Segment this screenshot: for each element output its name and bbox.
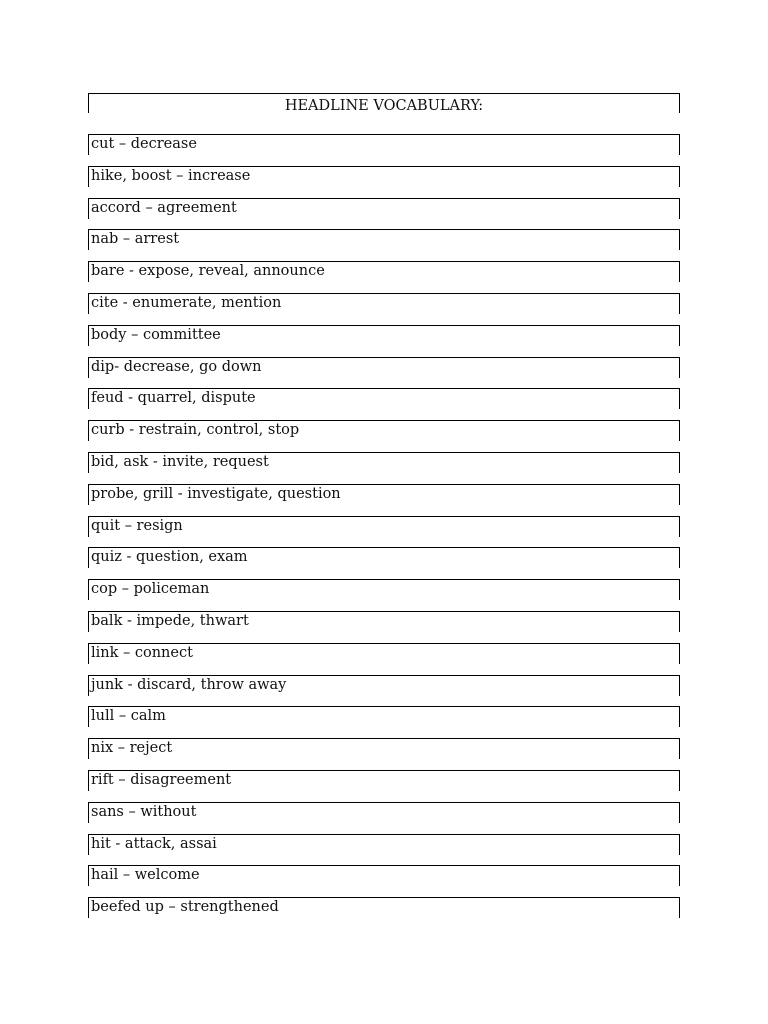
vocabulary-entry: feud - quarrel, dispute	[88, 389, 680, 409]
vocabulary-entry: hail – welcome	[88, 866, 680, 886]
vocabulary-entry: rift – disagreement	[88, 771, 680, 791]
vocabulary-table	[88, 93, 680, 929]
table-row	[88, 579, 680, 611]
table-row	[88, 516, 680, 548]
vocabulary-entry: quiz - question, exam	[88, 548, 680, 568]
vocabulary-entry: cut – decrease	[88, 135, 680, 155]
table-row	[88, 325, 680, 357]
table-row	[88, 166, 680, 198]
vocabulary-entry: accord – agreement	[88, 199, 680, 219]
vocabulary-entry: probe, grill - investigate, question	[88, 485, 680, 505]
vocabulary-entry: nab – arrest	[88, 230, 680, 250]
vocabulary-entry: nix – reject	[88, 739, 680, 759]
vocabulary-rows	[88, 134, 680, 929]
table-row	[88, 675, 680, 707]
table-row	[88, 770, 680, 802]
vocabulary-entry: hike, boost – increase	[88, 167, 680, 187]
vocabulary-entry: lull – calm	[88, 707, 680, 727]
vocabulary-entry: balk - impede, thwart	[88, 612, 680, 632]
vocabulary-entry: junk - discard, throw away	[88, 676, 680, 696]
table-row	[88, 134, 680, 166]
table-row	[88, 611, 680, 643]
table-row	[88, 834, 680, 866]
vocabulary-entry: beefed up – strengthened	[88, 898, 680, 918]
vocabulary-entry: link – connect	[88, 644, 680, 664]
table-row	[88, 484, 680, 516]
table-row	[88, 388, 680, 420]
vocabulary-entry: dip- decrease, go down	[88, 358, 680, 378]
vocabulary-entry: curb - restrain, control, stop	[88, 421, 680, 441]
table-row	[88, 357, 680, 389]
table-row	[88, 897, 680, 929]
table-row	[88, 452, 680, 484]
vocabulary-entry: body – committee	[88, 326, 680, 346]
table-row	[88, 293, 680, 325]
table-row	[88, 706, 680, 738]
table-row	[88, 547, 680, 579]
vocabulary-entry: cop – policeman	[88, 580, 680, 600]
table-row	[88, 802, 680, 834]
table-row	[88, 198, 680, 230]
table-row	[88, 865, 680, 897]
table-row	[88, 738, 680, 770]
vocabulary-entry: bare - expose, reveal, announce	[88, 262, 680, 282]
vocabulary-entry: quit – resign	[88, 517, 680, 537]
vocabulary-entry: bid, ask - invite, request	[88, 453, 680, 473]
table-row	[88, 643, 680, 675]
table-row	[88, 420, 680, 452]
table-row	[88, 261, 680, 293]
vocabulary-entry: hit - attack, assai	[88, 835, 680, 855]
table-heading: HEADLINE VOCABULARY:	[88, 93, 680, 113]
vocabulary-entry: cite - enumerate, mention	[88, 294, 680, 314]
table-row	[88, 229, 680, 261]
vocabulary-entry: sans – without	[88, 803, 680, 823]
